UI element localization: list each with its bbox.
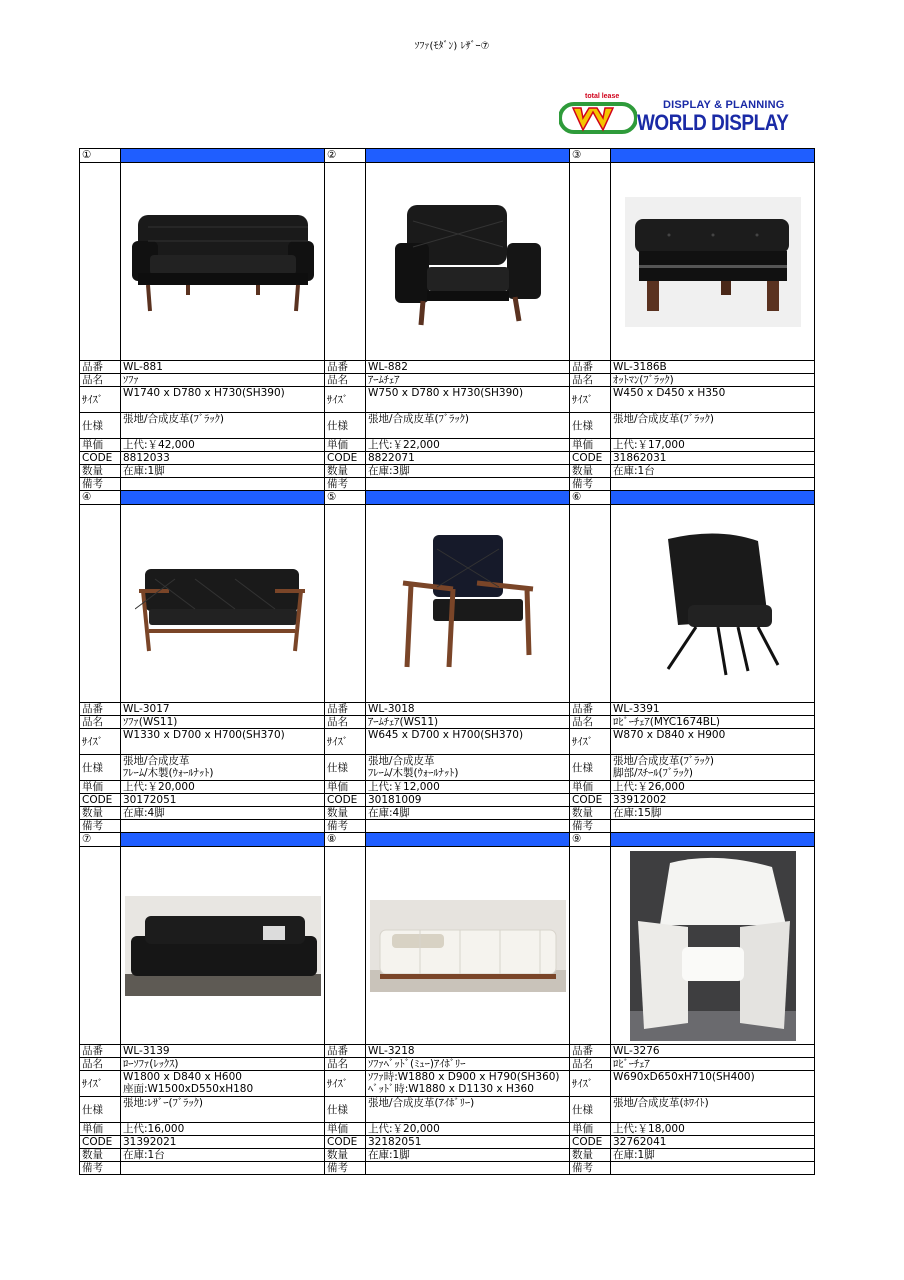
product-grid	[79, 148, 815, 1175]
product-qty: 在庫:1脚	[611, 1149, 815, 1162]
product-spec-line: 張地:ﾚｻﾞｰ(ﾌﾞﾗｯｸ)	[123, 1097, 203, 1109]
product-qty-label: 数量	[325, 807, 366, 820]
product-number: WL-3276	[611, 1045, 815, 1058]
product-spec	[121, 755, 325, 781]
product-photo	[121, 847, 325, 1045]
product-name: ｿﾌｧ(WS11)	[121, 716, 325, 729]
product-size-label: ｻｲｽﾞ	[570, 729, 611, 755]
product-number: WL-3218	[366, 1045, 570, 1058]
product-spec	[121, 1097, 325, 1123]
logo-total-lease: total lease	[585, 93, 620, 100]
product-spec-line: 張地/合成皮革(ﾌﾞﾗｯｸ)	[613, 413, 714, 425]
product-number-label: 品番	[570, 1045, 611, 1058]
image-row-spacer	[325, 847, 366, 1045]
product-index: ③	[570, 149, 611, 163]
product-size-line: W690xD650xH710(SH400)	[613, 1071, 755, 1083]
product-index: ④	[80, 491, 121, 505]
product-index: ②	[325, 149, 366, 163]
product-name: ｿﾌｧﾍﾞｯﾄﾞ(ﾐｭｰ)ｱｲﾎﾞﾘｰ	[366, 1058, 570, 1071]
product-spec-label: 仕様	[80, 755, 121, 781]
product-remarks	[611, 478, 815, 491]
product-spec-label: 仕様	[570, 413, 611, 439]
product-qty: 在庫:4脚	[121, 807, 325, 820]
product-qty-label: 数量	[80, 1149, 121, 1162]
image-row-spacer	[80, 847, 121, 1045]
product-qty-label: 数量	[570, 807, 611, 820]
product-size	[366, 1071, 570, 1097]
wl-logo-mark-icon	[559, 98, 637, 134]
product-price: 上代:￥42,000	[121, 439, 325, 452]
product-remarks-label: 備考	[325, 1162, 366, 1175]
product-number-label: 品番	[325, 361, 366, 374]
product-code: 32182051	[366, 1136, 570, 1149]
product-spec-line: ﾌﾚｰﾑ/木製(ｳｫｰﾙﾅｯﾄ)	[123, 767, 214, 779]
product-number-label: 品番	[570, 703, 611, 716]
product-number-label: 品番	[570, 361, 611, 374]
product-name-label: 品名	[570, 1058, 611, 1071]
image-row-spacer	[570, 163, 611, 361]
product-name-label: 品名	[325, 374, 366, 387]
product-size-label: ｻｲｽﾞ	[570, 1071, 611, 1097]
product-remarks-label: 備考	[325, 478, 366, 491]
product-qty-label: 数量	[325, 1149, 366, 1162]
product-qty: 在庫:1台	[121, 1149, 325, 1162]
world-display-logo	[559, 95, 799, 137]
product-number: WL-3391	[611, 703, 815, 716]
product-spec-label: 仕様	[325, 413, 366, 439]
product-name: ﾛﾋﾞｰﾁｪｱ	[611, 1058, 815, 1071]
product-price: 上代:￥22,000	[366, 439, 570, 452]
product-name-label: 品名	[325, 1058, 366, 1071]
product-size-line: ｿﾌｧ時:W1880 x D900 x H790(SH360)	[368, 1071, 560, 1083]
product-number-label: 品番	[80, 703, 121, 716]
product-size	[366, 387, 570, 413]
product-header-bar	[366, 491, 570, 505]
product-number: WL-3186B	[611, 361, 815, 374]
product-header-bar	[121, 149, 325, 163]
product-photo	[366, 505, 570, 703]
product-remarks	[611, 1162, 815, 1175]
product-code-label: CODE	[570, 1136, 611, 1149]
product-size	[611, 387, 815, 413]
product-code: 32762041	[611, 1136, 815, 1149]
product-header-bar	[611, 149, 815, 163]
product-spec-label: 仕様	[325, 755, 366, 781]
product-qty: 在庫:1脚	[121, 465, 325, 478]
image-row-spacer	[80, 163, 121, 361]
product-photo	[121, 163, 325, 361]
product-remarks	[366, 478, 570, 491]
product-header-bar	[611, 491, 815, 505]
product-code-label: CODE	[80, 794, 121, 807]
product-price-label: 単価	[325, 781, 366, 794]
product-number: WL-882	[366, 361, 570, 374]
product-photo	[121, 505, 325, 703]
product-price-label: 単価	[80, 439, 121, 452]
product-photo	[611, 505, 815, 703]
product-spec	[611, 1097, 815, 1123]
product-number: WL-3018	[366, 703, 570, 716]
product-spec-line: ﾌﾚｰﾑ/木製(ｳｫｰﾙﾅｯﾄ)	[368, 767, 459, 779]
product-spec-label: 仕様	[570, 755, 611, 781]
product-remarks	[121, 478, 325, 491]
product-photo	[366, 847, 570, 1045]
page-title: ｿﾌｧ(ﾓﾀﾞﾝ) ﾚｻﾞｰ⑦	[414, 41, 490, 52]
product-price-label: 単価	[570, 439, 611, 452]
product-remarks-label: 備考	[570, 1162, 611, 1175]
product-remarks-label: 備考	[80, 1162, 121, 1175]
product-remarks-label: 備考	[570, 478, 611, 491]
product-spec-line: 張地/合成皮革(ﾌﾞﾗｯｸ)	[613, 755, 714, 767]
product-price: 上代:￥17,000	[611, 439, 815, 452]
product-remarks-label: 備考	[570, 820, 611, 833]
product-size-line: W870 x D840 x H900	[613, 729, 726, 741]
product-index: ⑤	[325, 491, 366, 505]
product-size-line: W1330 x D700 x H700(SH370)	[123, 729, 285, 741]
product-qty: 在庫:1台	[611, 465, 815, 478]
product-name: ｱｰﾑﾁｪｱ(WS11)	[366, 716, 570, 729]
product-header-bar	[611, 833, 815, 847]
product-qty: 在庫:15脚	[611, 807, 815, 820]
product-name: ｱｰﾑﾁｪｱ	[366, 374, 570, 387]
product-price: 上代:￥20,000	[121, 781, 325, 794]
product-qty-label: 数量	[570, 1149, 611, 1162]
product-size-line: ﾍﾞｯﾄﾞ時:W1880 x D1130 x H360	[368, 1083, 534, 1095]
product-code-label: CODE	[325, 1136, 366, 1149]
product-spec-line: 張地/合成皮革(ﾎﾜｲﾄ)	[613, 1097, 709, 1109]
product-price: 上代:￥26,000	[611, 781, 815, 794]
product-index: ⑥	[570, 491, 611, 505]
product-code-label: CODE	[80, 452, 121, 465]
product-qty-label: 数量	[325, 465, 366, 478]
image-row-spacer	[570, 505, 611, 703]
product-spec-label: 仕様	[80, 413, 121, 439]
product-photo	[611, 847, 815, 1045]
product-remarks-label: 備考	[325, 820, 366, 833]
product-spec	[611, 413, 815, 439]
product-spec-line: 張地/合成皮革	[368, 755, 435, 767]
logo-line1: DISPLAY & PLANNING	[663, 99, 785, 111]
product-price: 上代:￥12,000	[366, 781, 570, 794]
product-spec	[366, 1097, 570, 1123]
product-code: 30172051	[121, 794, 325, 807]
product-header-bar	[121, 491, 325, 505]
product-name: ｿﾌｧ	[121, 374, 325, 387]
product-size-label: ｻｲｽﾞ	[325, 729, 366, 755]
product-price-label: 単価	[80, 1123, 121, 1136]
product-size	[121, 729, 325, 755]
product-code: 30181009	[366, 794, 570, 807]
product-remarks	[121, 820, 325, 833]
product-code: 8812033	[121, 452, 325, 465]
product-name-label: 品名	[570, 374, 611, 387]
image-row-spacer	[570, 847, 611, 1045]
product-spec-line: 張地/合成皮革(ｱｲﾎﾞﾘｰ)	[368, 1097, 475, 1109]
product-size-line: W450 x D450 x H350	[613, 387, 726, 399]
product-price: 上代:￥18,000	[611, 1123, 815, 1136]
product-price-label: 単価	[325, 439, 366, 452]
product-code-label: CODE	[325, 452, 366, 465]
product-spec	[611, 755, 815, 781]
product-code: 31862031	[611, 452, 815, 465]
image-row-spacer	[325, 163, 366, 361]
product-name-label: 品名	[570, 716, 611, 729]
product-name: ﾛﾋﾞｰﾁｪｱ(MYC1674BL)	[611, 716, 815, 729]
product-number-label: 品番	[80, 1045, 121, 1058]
product-photo	[366, 163, 570, 361]
product-number-label: 品番	[325, 1045, 366, 1058]
product-index: ⑨	[570, 833, 611, 847]
product-header-bar	[121, 833, 325, 847]
logo-line2: WORLD DISPLAY	[637, 110, 789, 135]
product-code: 31392021	[121, 1136, 325, 1149]
product-header-bar	[366, 149, 570, 163]
product-size-label: ｻｲｽﾞ	[325, 387, 366, 413]
product-price: 上代:￥20,000	[366, 1123, 570, 1136]
product-spec-line: 脚部/ｽﾁｰﾙ(ﾌﾞﾗｯｸ)	[613, 767, 693, 779]
product-remarks	[366, 1162, 570, 1175]
product-size-line: W1740 x D780 x H730(SH390)	[123, 387, 285, 399]
product-name: ｵｯﾄﾏﾝ(ﾌﾞﾗｯｸ)	[611, 374, 815, 387]
product-remarks	[121, 1162, 325, 1175]
product-size	[366, 729, 570, 755]
product-code-label: CODE	[570, 452, 611, 465]
product-number: WL-3017	[121, 703, 325, 716]
image-row-spacer	[80, 505, 121, 703]
product-code: 33912002	[611, 794, 815, 807]
product-index: ①	[80, 149, 121, 163]
product-name-label: 品名	[80, 374, 121, 387]
product-size-label: ｻｲｽﾞ	[80, 1071, 121, 1097]
product-qty: 在庫:3脚	[366, 465, 570, 478]
product-code-label: CODE	[80, 1136, 121, 1149]
product-code-label: CODE	[325, 794, 366, 807]
product-index: ⑦	[80, 833, 121, 847]
product-spec-label: 仕様	[80, 1097, 121, 1123]
product-name-label: 品名	[325, 716, 366, 729]
product-size-label: ｻｲｽﾞ	[80, 387, 121, 413]
product-size-line: W750 x D780 x H730(SH390)	[368, 387, 524, 399]
product-remarks-label: 備考	[80, 820, 121, 833]
product-price-label: 単価	[80, 781, 121, 794]
product-remarks	[611, 820, 815, 833]
product-spec-line: 張地/合成皮革(ﾌﾞﾗｯｸ)	[368, 413, 469, 425]
product-price-label: 単価	[570, 1123, 611, 1136]
product-number: WL-881	[121, 361, 325, 374]
product-qty-label: 数量	[80, 465, 121, 478]
product-name-label: 品名	[80, 1058, 121, 1071]
product-photo	[611, 163, 815, 361]
product-price-label: 単価	[325, 1123, 366, 1136]
product-remarks	[366, 820, 570, 833]
product-spec	[366, 755, 570, 781]
product-size	[121, 387, 325, 413]
product-price: 上代:16,000	[121, 1123, 325, 1136]
product-size-label: ｻｲｽﾞ	[570, 387, 611, 413]
product-index: ⑧	[325, 833, 366, 847]
product-spec-label: 仕様	[570, 1097, 611, 1123]
image-row-spacer	[325, 505, 366, 703]
product-size	[121, 1071, 325, 1097]
product-spec-line: 張地/合成皮革	[123, 755, 190, 767]
product-size-line: W1800 x D840 x H600	[123, 1071, 242, 1083]
product-number: WL-3139	[121, 1045, 325, 1058]
product-name-label: 品名	[80, 716, 121, 729]
product-name: ﾛｰｿﾌｧ(ﾚｯｸｽ)	[121, 1058, 325, 1071]
product-size-label: ｻｲｽﾞ	[325, 1071, 366, 1097]
product-size-label: ｻｲｽﾞ	[80, 729, 121, 755]
product-size-line: W645 x D700 x H700(SH370)	[368, 729, 524, 741]
product-qty-label: 数量	[570, 465, 611, 478]
product-number-label: 品番	[325, 703, 366, 716]
product-spec	[121, 413, 325, 439]
product-qty: 在庫:1脚	[366, 1149, 570, 1162]
product-remarks-label: 備考	[80, 478, 121, 491]
product-price-label: 単価	[570, 781, 611, 794]
product-spec-label: 仕様	[325, 1097, 366, 1123]
product-spec	[366, 413, 570, 439]
product-spec-line: 張地/合成皮革(ﾌﾞﾗｯｸ)	[123, 413, 224, 425]
product-code-label: CODE	[570, 794, 611, 807]
product-number-label: 品番	[80, 361, 121, 374]
product-size	[611, 1071, 815, 1097]
product-qty: 在庫:4脚	[366, 807, 570, 820]
product-code: 8822071	[366, 452, 570, 465]
product-size	[611, 729, 815, 755]
product-header-bar	[366, 833, 570, 847]
product-size-line: 座面:W1500xD550xH180	[123, 1083, 254, 1095]
product-qty-label: 数量	[80, 807, 121, 820]
